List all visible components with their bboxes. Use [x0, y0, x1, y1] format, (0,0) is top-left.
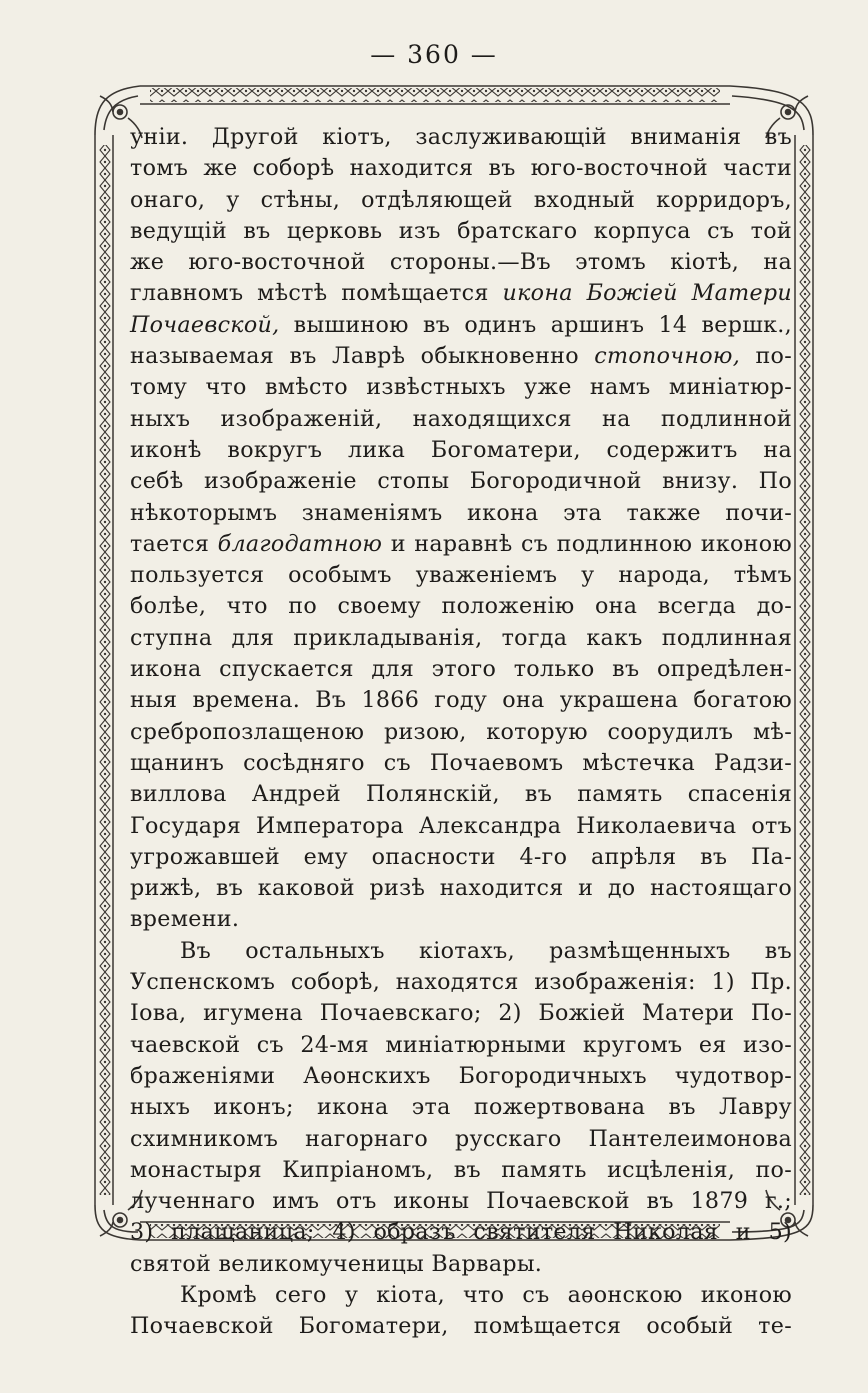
- text-segment: ведущій въ церковь изъ братскаго корпуса съ той: [130, 217, 792, 244]
- text-line: [130, 904, 792, 935]
- text-line: [130, 153, 792, 184]
- text-line: [130, 873, 792, 904]
- text-segment: болѣе, что по своему положенію она всегда до-: [130, 593, 792, 620]
- text-segment: щанинъ сосѣдняго съ Почаевомъ мѣстечка Радзи-: [130, 749, 792, 776]
- text-segment: чаевской съ 24-мя миніатюрными кругомъ ея изо-: [130, 1031, 792, 1058]
- text-segment: Іова, игумена Почаевскаго; 2) Божіей Матери По-: [130, 1000, 792, 1027]
- text-segment: виллова Андрей Полянскій, въ память спасенія: [130, 781, 792, 808]
- text-line: [130, 1280, 792, 1311]
- text-segment: ныхъ иконъ; икона эта пожертвована въ Лавру: [130, 1094, 792, 1121]
- text-line: [130, 310, 792, 341]
- text-line: [130, 685, 792, 716]
- text-line: [130, 1155, 792, 1186]
- text-line: [130, 779, 792, 810]
- text-line: [130, 967, 792, 998]
- text-segment: угрожавшей ему опасности 4-го апрѣля въ Па-: [130, 843, 792, 870]
- text-line: [130, 998, 792, 1029]
- text-line: [130, 560, 792, 591]
- text-line: [130, 1061, 792, 1092]
- text-line: [130, 1217, 792, 1248]
- text-line: [130, 185, 792, 216]
- text-line: [130, 247, 792, 278]
- text-segment: Кромѣ сего у кіота, что съ аѳонскою иконою: [180, 1281, 792, 1308]
- body-text: [130, 122, 792, 1343]
- text-segment: называемая въ Лаврѣ обыкновенно: [130, 343, 595, 370]
- italic-text: стопочною,: [594, 343, 741, 370]
- page-number: — 360 —: [370, 40, 498, 69]
- text-segment: тому что вмѣсто извѣстныхъ уже намъ миніатюр-: [130, 374, 792, 401]
- text-segment: браженіями Аѳонскихъ Богородичныхъ чудотвор-: [130, 1062, 792, 1089]
- italic-text: икона Божіей Матери: [502, 280, 793, 307]
- text-line: [130, 466, 792, 497]
- text-segment: Государя Императора Александра Николаевича отъ: [130, 812, 792, 839]
- text-segment: Въ остальныхъ кіотахъ, размѣщенныхъ въ: [180, 937, 792, 964]
- text-line: [130, 717, 792, 748]
- text-segment: нѣкоторымъ знаменіямъ икона эта также почи-: [130, 499, 792, 526]
- text-line: [130, 278, 792, 309]
- text-line: [130, 1186, 792, 1217]
- text-segment: же юго-восточной стороны.—Въ этомъ кіотѣ, на: [130, 249, 792, 276]
- text-segment: Почаевской Богоматери, помѣщается особый те-: [130, 1313, 792, 1340]
- text-line: [130, 372, 792, 403]
- text-segment: икона спускается для этого только въ опредѣлен-: [130, 656, 792, 683]
- text-segment: времени.: [130, 906, 240, 933]
- text-segment: Успенскомъ соборѣ, находятся изображенія: 1) Пр.: [130, 969, 792, 996]
- text-line: [130, 842, 792, 873]
- text-line: [130, 216, 792, 247]
- text-line: [130, 936, 792, 967]
- text-line: [130, 341, 792, 372]
- text-segment: 3) плащаница; 4) образъ святителя Николая и 5): [130, 1219, 792, 1246]
- text-line: [130, 1249, 792, 1280]
- text-segment: ныхъ изображеній, находящихся на подлинной: [130, 405, 792, 432]
- text-segment: святой великомученицы Варвары.: [130, 1250, 543, 1277]
- text-line: [130, 1124, 792, 1155]
- text-segment: онаго, у стѣны, отдѣляющей входный корридоръ,: [130, 186, 792, 213]
- text-segment: монастыря Кипріаномъ, въ память исцѣленія, по-: [130, 1156, 792, 1183]
- text-line: [130, 1030, 792, 1061]
- text-line: [130, 748, 792, 779]
- text-line: [130, 529, 792, 560]
- text-segment: рижѣ, въ каковой ризѣ находится и до настоящаго: [130, 875, 792, 902]
- frame-right-border: [795, 135, 813, 1205]
- frame-left-border: [95, 135, 113, 1205]
- text-segment: и наравнѣ съ подлинною иконою: [382, 530, 793, 557]
- text-line: [130, 811, 792, 842]
- frame-top-border: [140, 86, 730, 104]
- text-segment: вышиною въ одинъ аршинъ 14 вершк.,: [279, 311, 792, 338]
- text-segment: по-: [740, 343, 792, 370]
- text-segment: ныя времена. Въ 1866 году она украшена богатою: [130, 687, 792, 714]
- text-segment: ступна для прикладыванія, тогда какъ подлинная: [130, 624, 792, 651]
- text-segment: себѣ изображеніе стопы Богородичной внизу. По: [130, 468, 792, 495]
- text-line: [130, 404, 792, 435]
- italic-text: Почаевской,: [130, 311, 280, 338]
- text-line: [130, 623, 792, 654]
- text-segment: иконѣ вокругъ лика Богоматери, содержитъ на: [130, 436, 792, 463]
- text-segment: схимникомъ нагорнаго русскаго Пантелеимонова: [130, 1125, 792, 1152]
- text-line: [130, 122, 792, 153]
- text-line: [130, 498, 792, 529]
- text-line: [130, 1092, 792, 1123]
- text-segment: пользуется особымъ уваженіемъ у народа, тѣмъ: [130, 562, 792, 589]
- text-line: [130, 435, 792, 466]
- text-segment: главномъ мѣстѣ помѣщается: [130, 280, 503, 307]
- text-segment: томъ же соборѣ находится въ юго-восточной части: [130, 155, 792, 182]
- text-line: [130, 1311, 792, 1342]
- text-segment: тается: [130, 530, 218, 557]
- text-segment: сребропозлащеною ризою, которую соорудилъ мѣ-: [130, 718, 792, 745]
- text-line: [130, 654, 792, 685]
- italic-text: благодатною: [217, 530, 383, 557]
- text-segment: лученнаго имъ отъ иконы Почаевской въ 1879 г.;: [130, 1188, 792, 1215]
- text-line: [130, 591, 792, 622]
- text-segment: уніи. Другой кіотъ, заслуживающій вниманія въ: [130, 124, 792, 150]
